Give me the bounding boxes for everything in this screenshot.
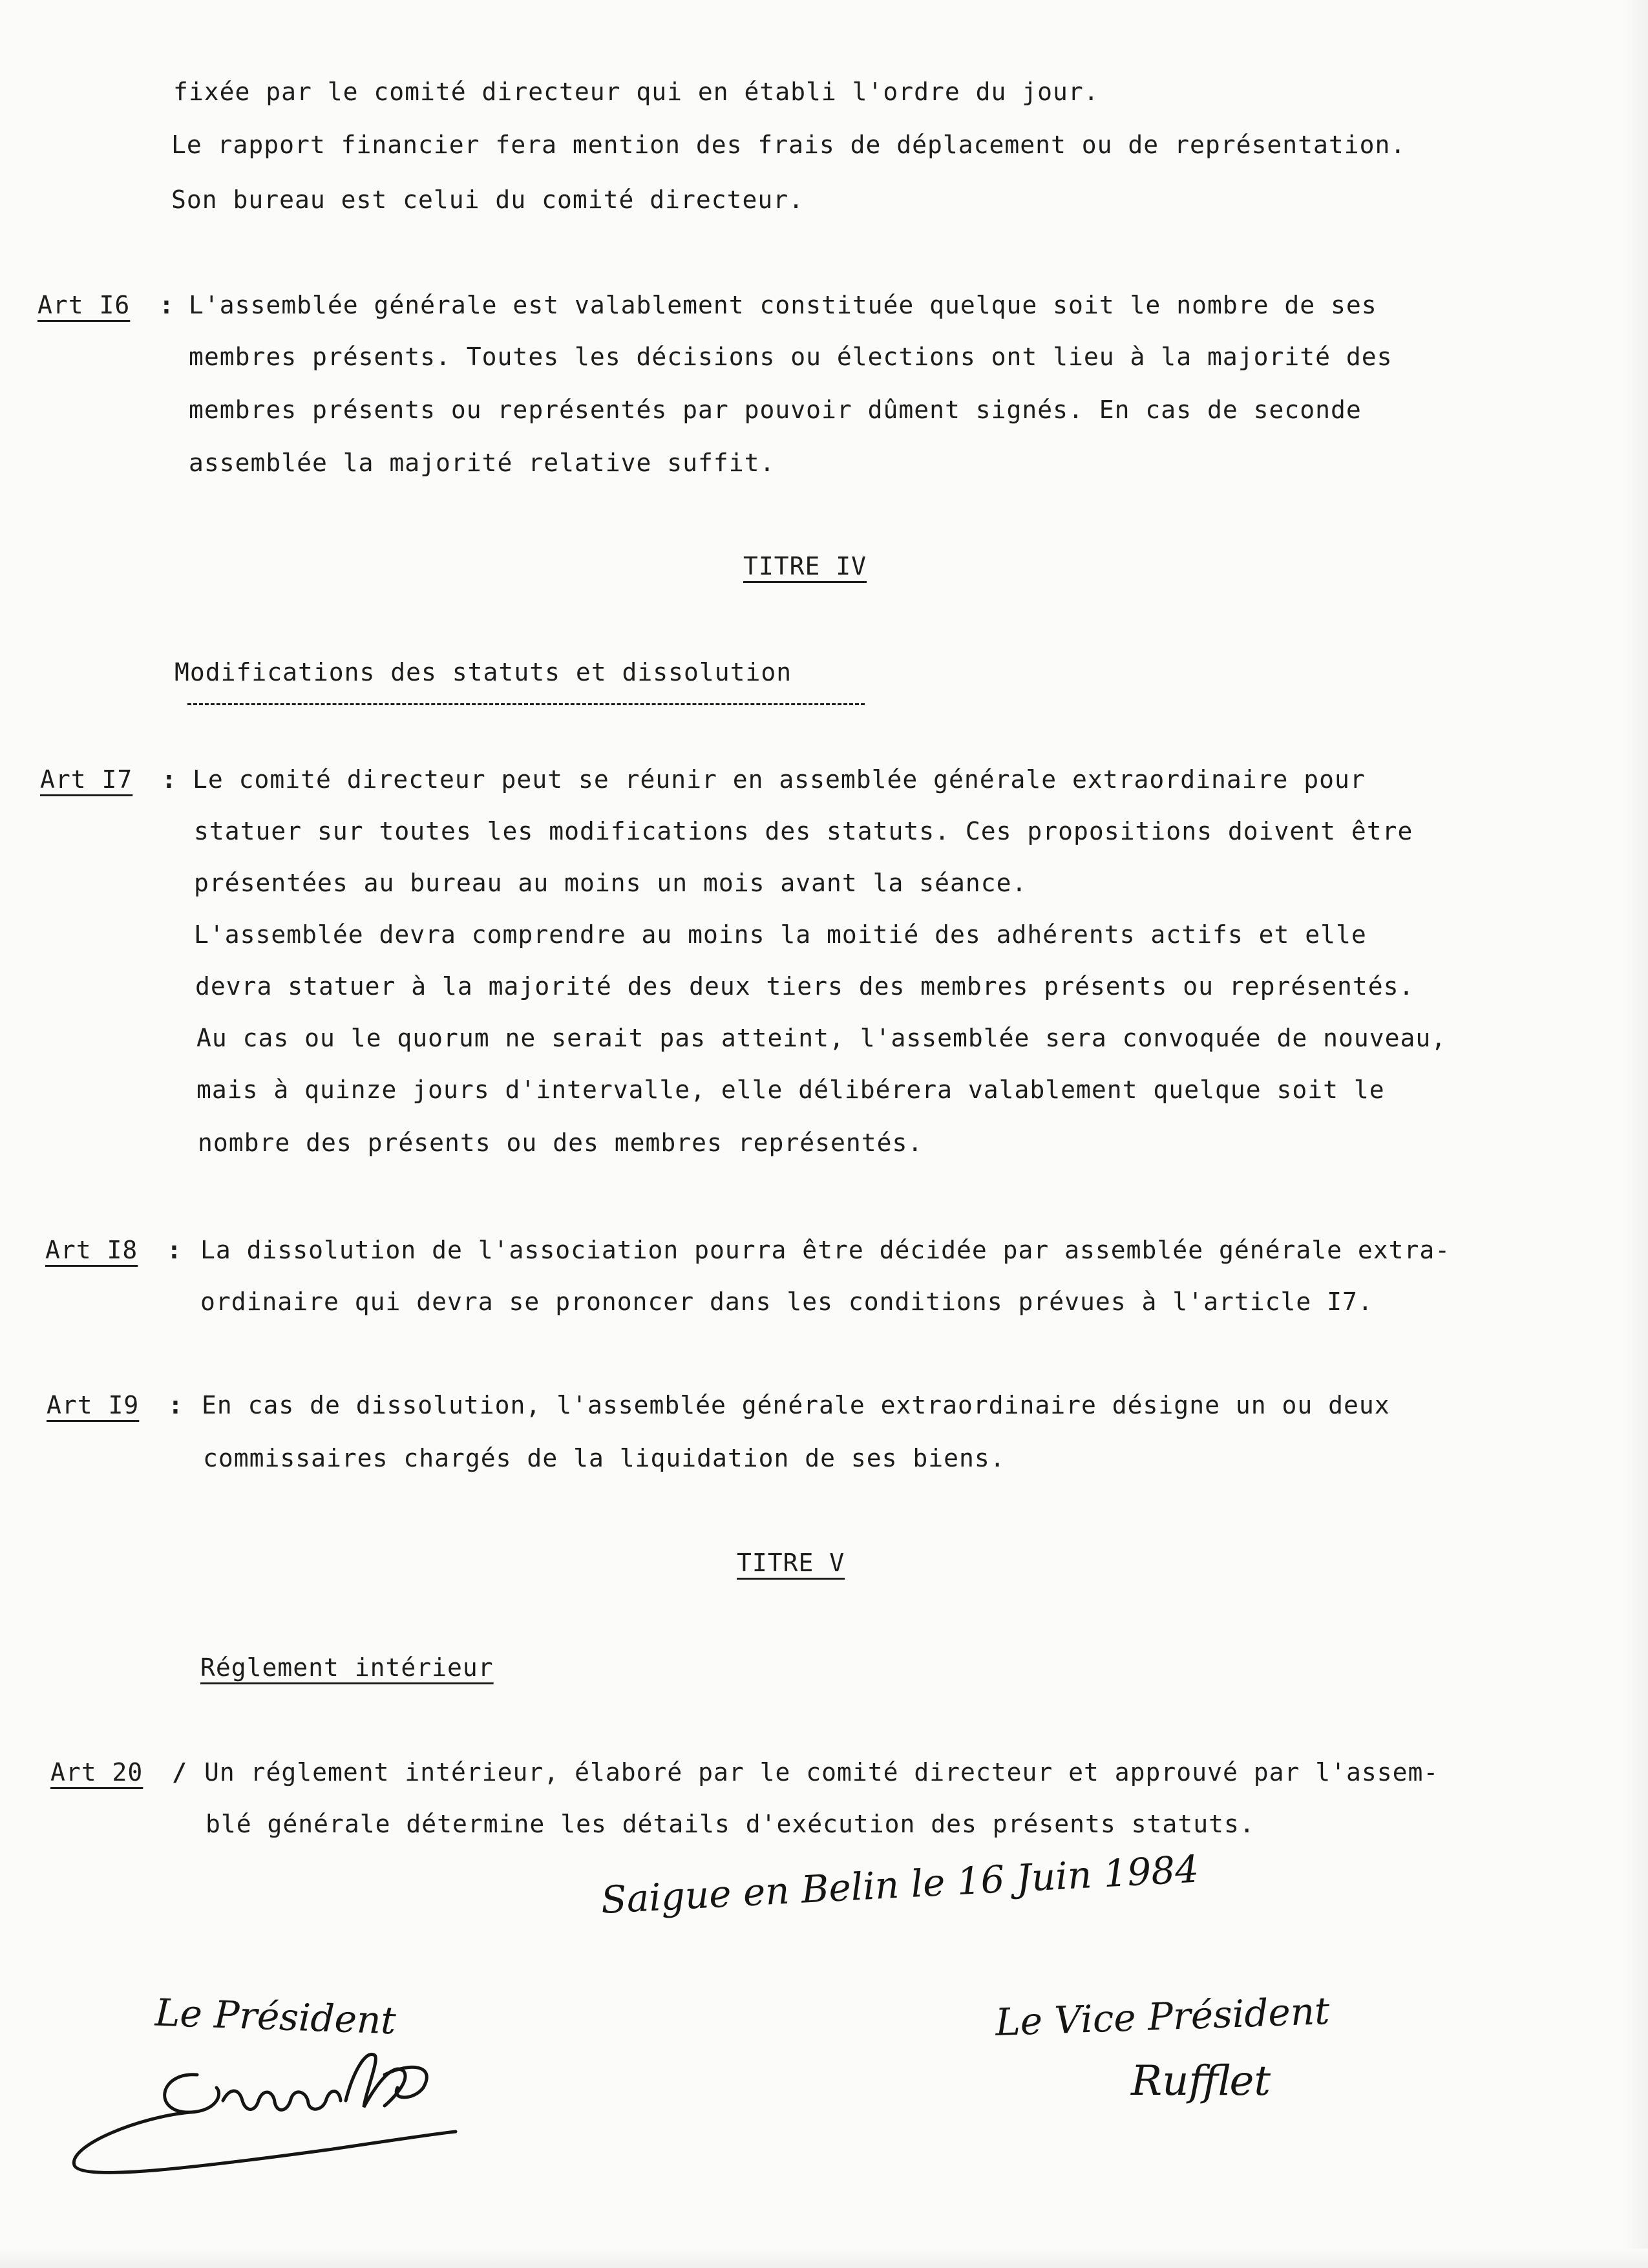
article-16-line-3: membres présents ou représentés par pouvoir dûment signés. En cas de seconde [189,396,1362,424]
intro-line-3: Son bureau est celui du comité directeur. [171,185,804,214]
article-19-label: Art I9 [47,1391,140,1419]
article-16-colon: : [159,291,174,319]
intro-line-2: Le rapport financier fera mention des frais de déplacement ou de représentation. [171,131,1406,159]
article-16-line-2: membres présents. Toutes les décisions ou élections ont lieu à la majorité des [189,343,1393,371]
titre-5-subheading: Réglement intérieur [200,1653,494,1682]
article-17-line-6: Au cas ou le quorum ne serait pas atteint, l'assemblée sera convoquée de nouveau, [196,1024,1447,1052]
president-signature-graphic [61,2036,462,2185]
article-16-line-4: assemblée la majorité relative suffit. [189,449,776,477]
vice-president-signature: Rufflet [1131,2057,1271,2105]
article-16-label: Art I6 [37,291,131,319]
titre-4-subheading-underline [187,703,865,705]
titre-4-heading: TITRE IV [743,552,867,580]
article-17-line-5: devra statuer à la majorité des deux tiers des membres présents ou représentés. [195,972,1415,1001]
article-19-line-1: En cas de dissolution, l'assemblée générale extraordinaire désigne un ou deux [202,1391,1390,1419]
paper-bottom-edge [0,2249,1648,2268]
article-18-line-2: ordinaire qui devra se prononcer dans les conditions prévues à l'article I7. [200,1288,1373,1316]
handwritten-place-date: Saigue en Belin le 16 Juin 1984 [600,1847,1200,1922]
article-17-line-3: présentées au bureau au moins un mois avant la séance. [194,869,1028,897]
article-18-colon: : [167,1236,182,1264]
article-20-line-1: Un réglement intérieur, élaboré par le comité directeur et approuvé par l'assem- [204,1758,1439,1786]
vice-president-title: Le Vice Président [994,1988,1331,2045]
article-17-label: Art I7 [40,765,133,794]
article-19-line-2: commissaires chargés de la liquidation de ses biens. [203,1444,1006,1472]
article-19-colon: : [168,1391,183,1419]
president-title: Le Président [154,1990,397,2043]
article-17-line-1: Le comité directeur peut se réunir en assemblée générale extraordinaire pour [193,765,1366,794]
article-17-colon: : [162,765,176,794]
article-20-label: Art 20 [50,1758,143,1786]
titre-5-heading: TITRE V [737,1549,845,1577]
article-16-line-1: L'assemblée générale est valablement constituée quelque soit le nombre de ses [189,291,1377,319]
article-20-colon: / [172,1758,187,1786]
paper-right-edge [1622,0,1648,2268]
article-17-line-4: L'assemblée devra comprendre au moins la moitié des adhérents actifs et elle [194,920,1367,949]
article-17-line-2: statuer sur toutes les modifications des statuts. Ces propositions doivent être [194,817,1413,845]
article-17-line-7: mais à quinze jours d'intervalle, elle délibérera valablement quelque soit le [196,1076,1385,1104]
article-18-line-1: La dissolution de l'association pourra être décidée par assemblée générale extra- [200,1236,1451,1264]
article-18-label: Art I8 [45,1236,138,1264]
titre-4-subheading: Modifications des statuts et dissolution [174,658,792,686]
intro-line-1: fixée par le comité directeur qui en établi l'ordre du jour. [173,78,1099,106]
article-17-line-8: nombre des présents ou des membres représentés. [198,1129,924,1157]
article-20-line-2: blé générale détermine les détails d'exécution des présents statuts. [206,1810,1255,1838]
